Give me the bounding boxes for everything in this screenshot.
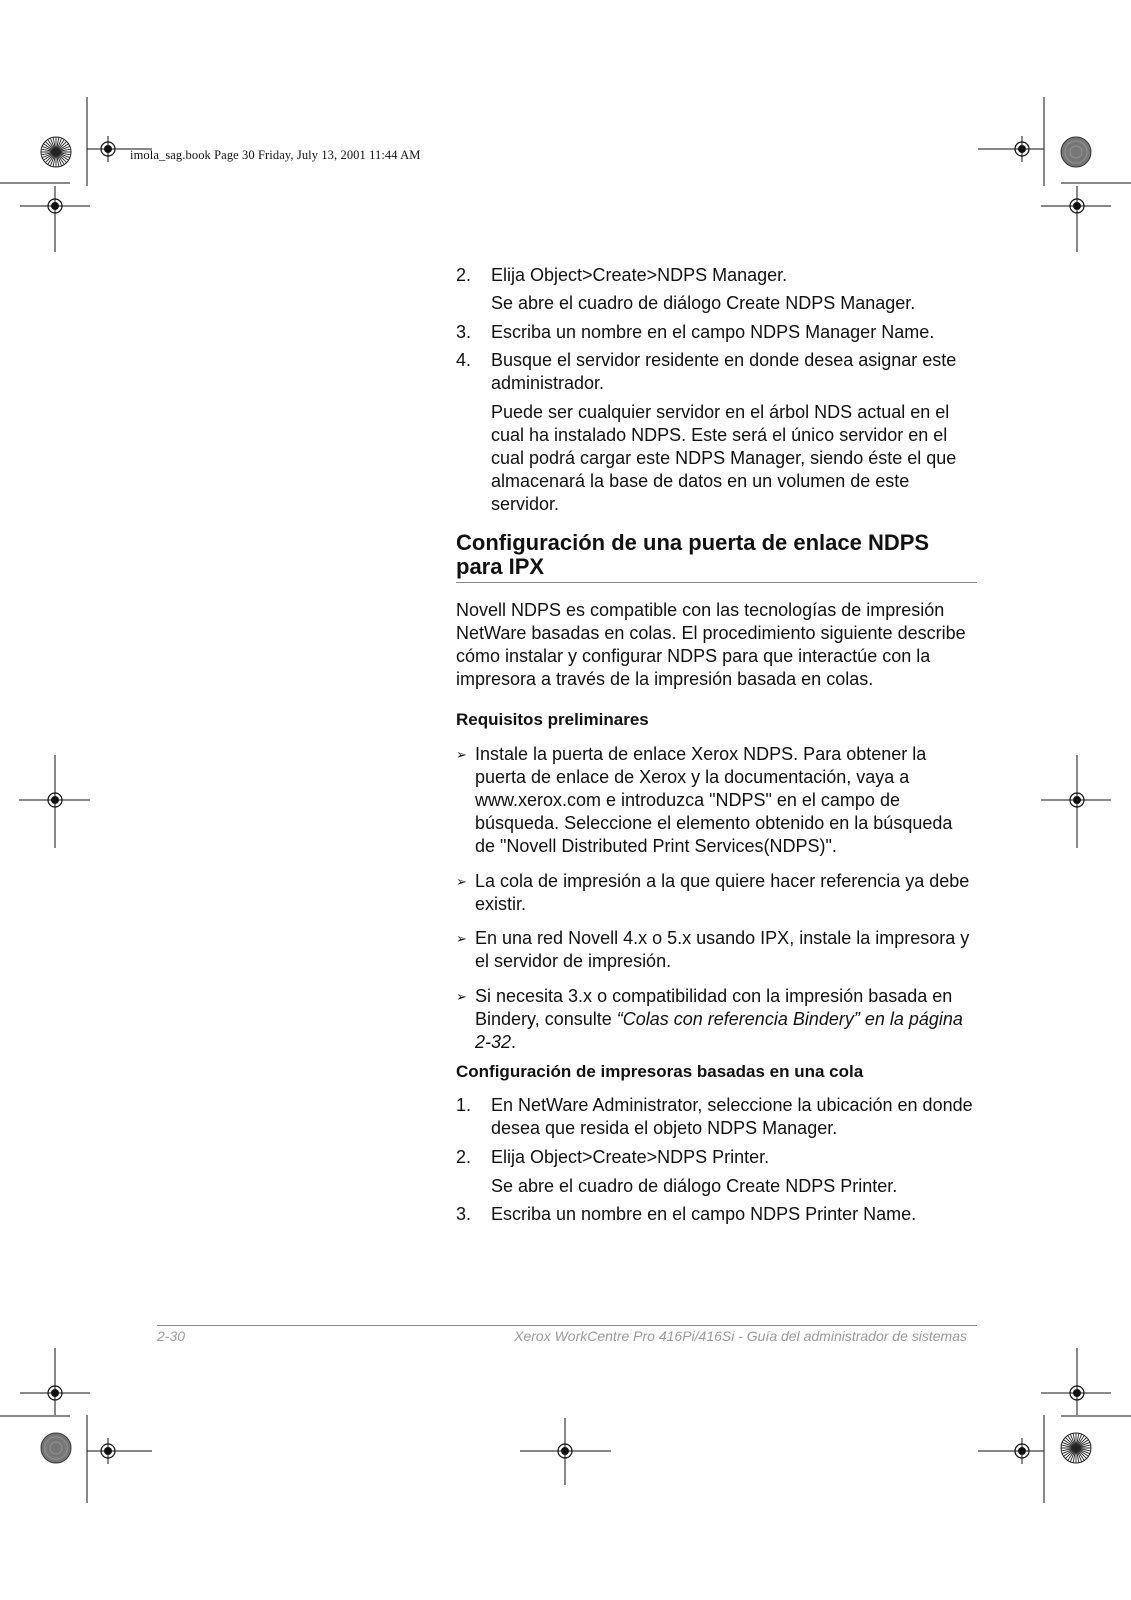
footer-title: Xerox WorkCentre Pro 416Pi/416Si - Guía del administrador de sistemas	[514, 1328, 967, 1344]
step-note: Puede ser cualquier servidor en el árbol NDS actual en el cual ha instalado NDPS. Este será el único servidor en el cual podrá cargar este NDPS Manager, siendo éste el que almacenará la base de datos en un volumen de este servidor.	[491, 402, 957, 514]
step-note: Se abre el cuadro de diálogo Create NDPS Printer.	[491, 1176, 898, 1196]
arrow-bullet-icon: ➢	[456, 989, 467, 1004]
arrow-bullet-icon: ➢	[456, 874, 467, 889]
step-number: 2.	[456, 265, 472, 285]
heading-rule	[456, 582, 977, 583]
print-slug: imola_sag.book Page 30 Friday, July 13, 2001 11:44 AM	[130, 148, 421, 162]
footer-page-number: 2-30	[157, 1328, 186, 1344]
step-text: Escriba un nombre en el campo NDPS Printer Name.	[491, 1204, 917, 1224]
step-number: 1.	[456, 1095, 472, 1115]
arrow-bullet-icon: ➢	[456, 747, 467, 762]
arrow-bullet-icon: ➢	[456, 931, 467, 946]
step-text: Elija Object>Create>NDPS Printer.	[491, 1147, 770, 1167]
step-number: 3.	[456, 1204, 472, 1224]
footer-rule	[157, 1325, 977, 1326]
prereq-heading: Requisitos preliminares	[456, 710, 649, 729]
bullet-text: En una red Novell 4.x o 5.x usando IPX, instale la impresora y el servidor de impresión.	[475, 928, 970, 971]
bullet-text-lead: Si necesita 3.x o compatibilidad con la impresión basada en Bindery, consulte	[475, 986, 953, 1029]
config-heading: Configuración de impresoras basadas en una cola	[456, 1062, 864, 1081]
bullet-text: La cola de impresión a la que quiere hacer referencia ya debe existir.	[475, 871, 970, 914]
step-number: 3.	[456, 322, 472, 342]
step-number: 4.	[456, 350, 472, 370]
step-note: Se abre el cuadro de diálogo Create NDPS Manager.	[491, 293, 916, 313]
step-text: Busque el servidor residente en donde desea asignar este administrador.	[491, 350, 957, 393]
bullet-text	[475, 985, 975, 1054]
section-heading: Configuración de una puerta de enlace NDPS para IPX	[456, 530, 930, 579]
step-number: 2.	[456, 1147, 472, 1167]
bullet-text-tail: .	[511, 1032, 517, 1052]
bullet-text: Instale la puerta de enlace Xerox NDPS. Para obtener la puerta de enlace de Xerox y la documentación, vaya a www.xerox.com e introduzca "NDPS" en el campo de búsqueda. Seleccione el elemento obtenido en la búsqueda de "Novell Distributed Print Services(NDPS)".	[475, 744, 953, 856]
intro-paragraph: Novell NDPS es compatible con las tecnologías de impresión NetWare basadas en colas. El procedimiento siguiente describe cómo instalar y configurar NDPS para que interactúe con la impresora a través de la impresión basada en colas.	[456, 600, 966, 689]
step-text: En NetWare Administrator, seleccione la ubicación en donde desea que resida el objeto NDPS Manager.	[491, 1095, 973, 1138]
cross-reference-link[interactable]: “Colas con referencia Bindery” en la página 2-32	[475, 1009, 963, 1052]
step-text: Escriba un nombre en el campo NDPS Manager Name.	[491, 322, 935, 342]
step-text: Elija Object>Create>NDPS Manager.	[491, 265, 788, 285]
